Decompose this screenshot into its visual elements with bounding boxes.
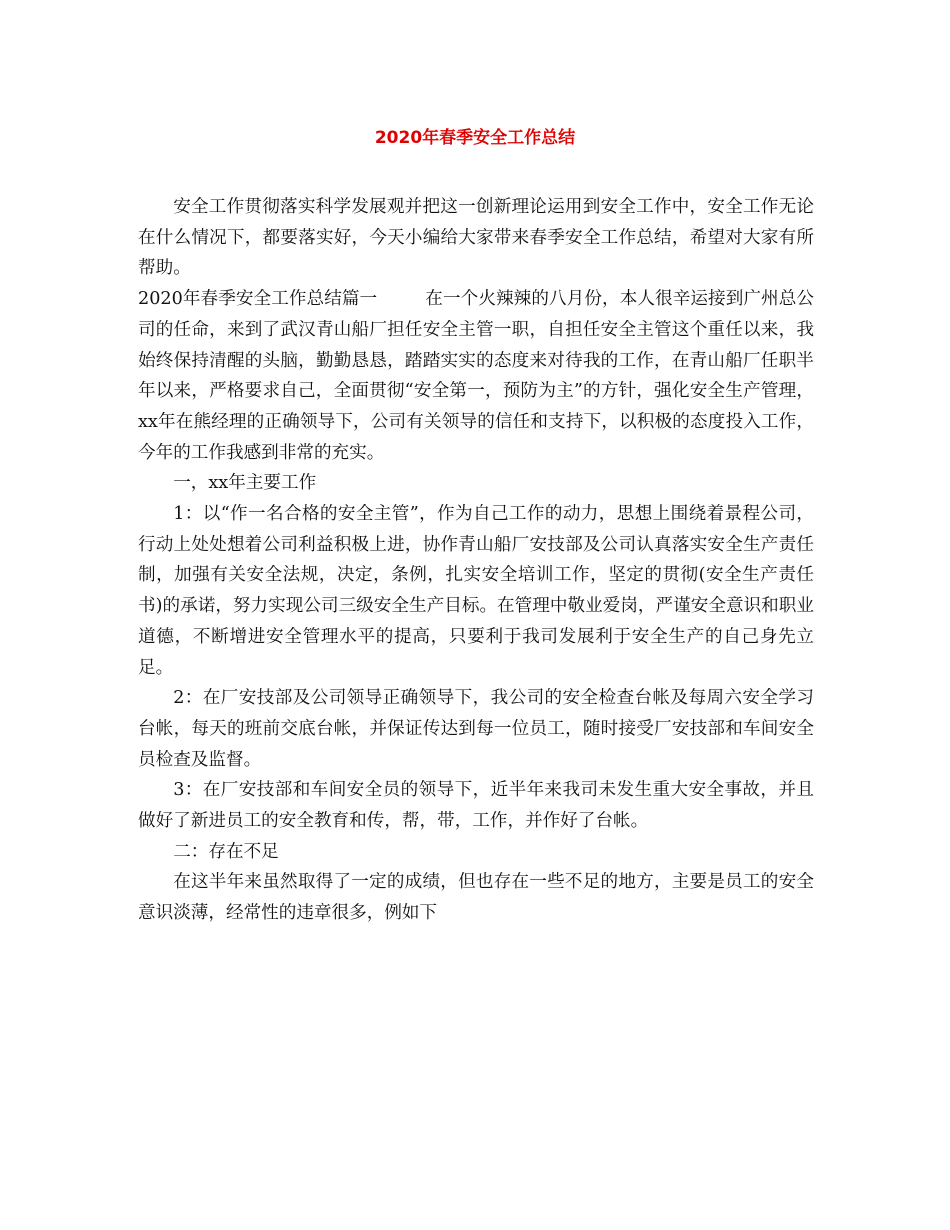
- work-item-1: 1：以“作一名合格的安全主管”，作为自己工作的动力，思想上围绕着景程公司，行动上处处想着公司利益积极上进，协作青山船厂安技部及公司认真落实安全生产责任制，加强有关安全法规，决定，条例，扎实安全培训工作，坚定的贯彻(安全生产责任书)的承诺，努力实现公司三级安全生产目标。在管理中敬业爱岗，严谨安全意识和职业道德，不断增进安全管理水平的提高，只要利于我司发展利于安全生产的自己身先立足。: [138, 504, 814, 678]
- section-heading-shortcomings: 二：存在不足: [173, 841, 279, 862]
- article-lead-paragraph: [138, 284, 814, 468]
- article-heading: 2020年春季安全工作总结篇一: [138, 289, 378, 310]
- closing-paragraph: 在这半年来虽然取得了一定的成绩，但也存在一些不足的地方，主要是员工的安全意识淡薄，经常性的违章很多，例如下: [138, 872, 814, 924]
- work-item-3: 3：在厂安技部和车间安全员的领导下，近半年来我司未发生重大安全事故，并且做好了新进员工的安全教育和传，帮，带，工作，并作好了台帐。: [138, 780, 814, 832]
- intro-paragraph: 安全工作贯彻落实科学发展观并把这一创新理论运用到安全工作中，安全工作无论在什么情况下，都要落实好，今天小编给大家带来春季安全工作总结，希望对大家有所帮助。: [138, 197, 814, 279]
- section-heading-main-work: 一，xx年主要工作: [173, 473, 317, 494]
- article-lead-text: 在一个火辣辣的八月份，本人很辛运接到广州总公司的任命，来到了武汉青山船厂担任安全主管一职，自担任安全主管这个重任以来，我始终保持清醒的头脑，勤勤恳恳，踏踏实实的态度来对待我的工作，在青山船厂任职半年以来，严格要求自己，全面贯彻“安全第一，预防为主”的方针，强化安全生产管理，xx年在熊经理的正确领导下，公司有关领导的信任和支持下，以积极的态度投入工作，今年的工作我感到非常的充实。: [138, 289, 814, 463]
- document-body: [138, 192, 814, 929]
- work-item-2: 2：在厂安技部及公司领导正确领导下，我公司的安全检查台帐及每周六安全学习台帐，每天的班前交底台帐，并保证传达到每一位员工，随时接受厂安技部和车间安全员检查及监督。: [138, 688, 814, 770]
- document-title: 2020年春季安全工作总结: [374, 128, 576, 148]
